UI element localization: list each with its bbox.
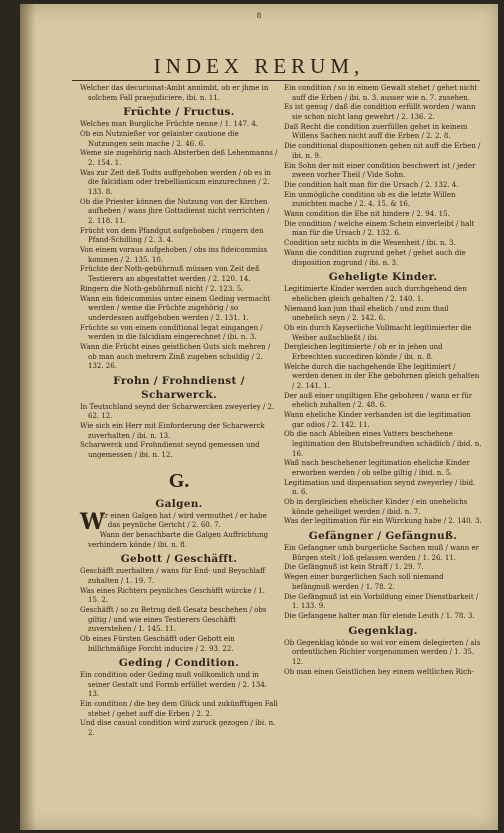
- index-entry: Ein unmögliche condition ob es die letzte Willen zunichten mache / 2. 4. 15. & 16.: [284, 190, 456, 209]
- index-entry: Ob eines Fürsten Geschäfft oder Gebott ein billichmäßige Forcht inducire / 2. 93. 22.: [80, 634, 235, 653]
- index-entry: Es ist genug / daß die condition erfüllt worden / wann sie schon nicht lang gewehrt / 2. 136. 2.: [284, 103, 476, 121]
- index-entry: Die Gefängnuß ist ein Vorbildung einer Dienstbarkeit / 1. 133. 9.: [284, 592, 479, 611]
- section-heading: Geheligte Kinder.: [328, 271, 438, 284]
- index-entry: Ob man einen Geistlichen bey einem weltlichen Rich-: [284, 667, 474, 676]
- index-entry: Die condition / welche einem Schein einverleibt / halt man für die Ursach / 2. 132. 6.: [284, 219, 475, 238]
- section-heading: Früchte / Fructus.: [123, 106, 235, 119]
- index-entry: Weme sie zugehörig nach Absterben deß Lehenmanns / 2. 154. 1.: [80, 149, 278, 167]
- index-entry: Die Gefangene halter man für elende Leuth / 1. 78. 3.: [284, 611, 475, 620]
- index-entry: Legitimierte Kinder werden auch durchgehend den ehelichen gleich gehalten / 2. 140. 1.: [284, 285, 467, 303]
- index-entry-text: Er einen Galgen hat / wird vermuthet / er habe das peynliche Gericht / 2. 60. 7.: [99, 511, 267, 530]
- index-entry: Ein condition / so in einem Gewalt stehet / gehet nicht auff die Erben / ibi. n. 3. ausser wie n. 7. zusehen.: [284, 84, 478, 102]
- index-entry: In Teutschland seynd der Scharwercken zweyerley / 2. 62. 12.: [80, 402, 275, 421]
- index-entry: Legitimation und dispensation seynd zweyerley / ibid. n. 6.: [284, 478, 476, 497]
- index-entry: Ob die Priester können die Nutzung von der Kirchen aufheben / wans jhre Gottsdienst nicht verrichten / 2. 118. 11.: [80, 197, 270, 225]
- index-entry: Scharwerck und Frohndienst seynd gemessen und ungemessen / ibi. n. 12.: [80, 441, 260, 460]
- index-entry: Von einem voraus aufgehoben / obs ins fideicommiss kommen / 2. 135. 10.: [80, 246, 268, 264]
- index-entry: Wann der benachbarte die Galgen Auffrichtung verhindern könde / ibi. n. 8.: [88, 531, 269, 549]
- running-title: INDEX RERUM,: [153, 54, 365, 78]
- index-entry: Wegen einer burgerlichen Sach soll niemand befängnuß werden / 1. 78. 2.: [284, 573, 444, 591]
- index-entry: Früchte der Noth-gebührnuß müssen von Zeit deß Testierers an abgestattet werden / 2. 120. 14.: [80, 265, 260, 283]
- index-entry: Ob ein durch Kayserliche Vollmacht legitimierter die Weiber außschließt / ibi.: [284, 323, 472, 342]
- index-entry: Dergleichen legitimierte / ob er in jehen und Erbrechten succediren könde / ibi. n. 8.: [284, 343, 443, 361]
- binding-gutter: [20, 4, 36, 830]
- section-heading: Gefängner / Gefängnuß.: [308, 530, 458, 543]
- index-entry: Welche durch die nachgehende Ehe legitimiert / werden denen in der Ehe gebohrnen gleich gehalten / 2. 141. 1.: [284, 362, 480, 390]
- index-entry: Geschäfft / so zu Betrug deß Gesatz beschehen / obs giltig / und wie eines Testierers Geschäfft zuverstehen / 1. 145. 11.: [80, 605, 267, 634]
- index-entry: Und dise casual condition wird zuruck gezogen / ibi. n. 2.: [80, 719, 276, 738]
- index-entry: Ein Gefangner umb burgerliche Sachen muß / wann er Bürgen stelt / loß gelassen werden / 1. 26. 11.: [284, 544, 480, 562]
- index-entry: Condition setz nichts in die Wesenheit / ibi. n. 3.: [284, 239, 456, 248]
- index-entry: Wann eheliche Kinder verhanden ist die legitimation gar odios / 2. 142. 11.: [284, 411, 471, 429]
- folio-number: 8: [256, 12, 262, 20]
- index-entry: Wann die Frücht eines geistlichen Guts sich mehren / ob man auch mehrern Zinß zugeben schuldig / 2. 132. 26.: [80, 342, 271, 371]
- index-entry: Wann ein fideicommiss unter einem Geding vermacht werden / weme die Früchte zugehörig / so underdessen auffgehoben werden / 2. 131. 1.: [80, 294, 271, 322]
- book-page: [20, 4, 498, 830]
- index-entry: Die conditional dispositionen gehen nit auff die Erben / ibi. n. 9.: [284, 142, 481, 160]
- index-entry: Frücht von dem Pfandgut aufgehoben / ringern den Pfand-Schilling / 2. 3. 4.: [80, 226, 264, 245]
- section-heading: Galgen.: [155, 497, 203, 510]
- index-entry: Ein condition oder Geding muß vollkomlich und in seiner Gestalt und Formb erfüllet werden / 2. 134. 13.: [80, 671, 268, 699]
- index-entry: Ringern die Noth-gebührnuß nicht / 2. 123. 5.: [80, 284, 244, 293]
- section-heading: Gegenklag.: [348, 624, 418, 637]
- index-entry: Waß nach beschehener legitimation eheliche Kinder erworben werden / ob selbe giltig / ibid. n. 5.: [284, 459, 470, 477]
- index-entry: Wie sich ein Herr mit Einforderung der Scharwerck zuverhalten / ibi. n. 13.: [80, 422, 265, 440]
- index-entry: Ob ein Nutznießer vor gelaister cautione die Nutzungen sein mache / 2. 46. 6.: [80, 129, 239, 148]
- section-heading: Geding / Condition.: [118, 657, 240, 670]
- index-entry: Die Gefängnuß ist kein Straff / 1. 29. 7.: [284, 563, 424, 572]
- index-entry: Ob die nach Ableiben eines Vatters beschehene legitimation den Blutsbefreundten schädlich / ibid. n. 16.: [284, 430, 482, 458]
- index-entry: Ob in dergleichen ehelicher Kinder / ein unehelichs könde geheiliget werden / ibid. n. 7.: [284, 498, 468, 516]
- left-column: [80, 84, 278, 739]
- index-entry: Ob Gegenklag könde so wol vor einem delegierten / als ordentlichen Richter vorgenommen werden / 1. 35. 12.: [284, 638, 481, 666]
- index-entry: Was der legitimation für ein Würckung habe / 2. 140. 3.: [284, 517, 482, 526]
- index-entry: Welcher das decurionat-Ambt annimbt, ob er jhme in solchem Fall praejudiciere, ibi. n. 11.: [80, 84, 269, 102]
- index-entry: Geschäfft zuerhalten / wans für End- und Beyschlaff zuhalten / 1. 19. 7.: [80, 567, 266, 585]
- index-entry: Was eines Richters peynliches Geschäfft würcke / 1. 15. 2.: [80, 586, 266, 605]
- index-entry: Welches man Burgliche Früchte nenne / 1. 147. 4.: [80, 120, 259, 129]
- index-entry: [80, 508, 278, 535]
- index-entry: Der auß einer ungiltigen Ehe gebohren / wann er für ehelich zuhalten / 2. 48. 6.: [284, 391, 473, 410]
- index-entry: Daß Recht die condition zuerfüllen gehet in keinem Willens Sachen nicht auff die Erben / 2. 2. 8.: [284, 122, 468, 141]
- index-entry: Ein condition / die bey dem Glück und zukünfftigen Fall stehet / gehet auff die Erben / 2. 2.: [80, 700, 278, 718]
- drop-cap: W: [80, 508, 105, 535]
- index-entry: Was zur Zeit deß Todts auffgehoben werden / ob es in die falcidiam oder trebellianicam einzurechnen / 2. 133. 8.: [80, 168, 272, 196]
- letter-divider: G.: [168, 469, 190, 492]
- header-rule: [72, 80, 480, 81]
- section-heading: Gebott / Geschäfft.: [120, 553, 238, 566]
- right-column: [284, 84, 482, 677]
- index-entry: Niemand kan jum thail ehelich / und zum thail unehelich seyn / 2. 142. 6.: [284, 304, 449, 323]
- index-entry: Ein Sohn der mit einer condition beschwert ist / jeder zween vorher Theil / Vide Sohn.: [284, 161, 476, 180]
- index-entry: Wann die condition zugrund gehet / gehet auch die disposition zugrund / ibi. n. 3.: [284, 248, 466, 267]
- index-entry: Früchte so von einem conditional legat eingangen / werden in die falcidiam eingerechnet / ibi. n. 3.: [80, 323, 263, 342]
- index-entry: Wann condition die Ehe nit hindere / 2. 94. 15.: [284, 210, 450, 219]
- index-entry: Die condition halt man für die Ursach / 2. 132. 4.: [284, 180, 459, 189]
- section-heading: Frohn / Frohndienst / Scharwerck.: [113, 374, 245, 401]
